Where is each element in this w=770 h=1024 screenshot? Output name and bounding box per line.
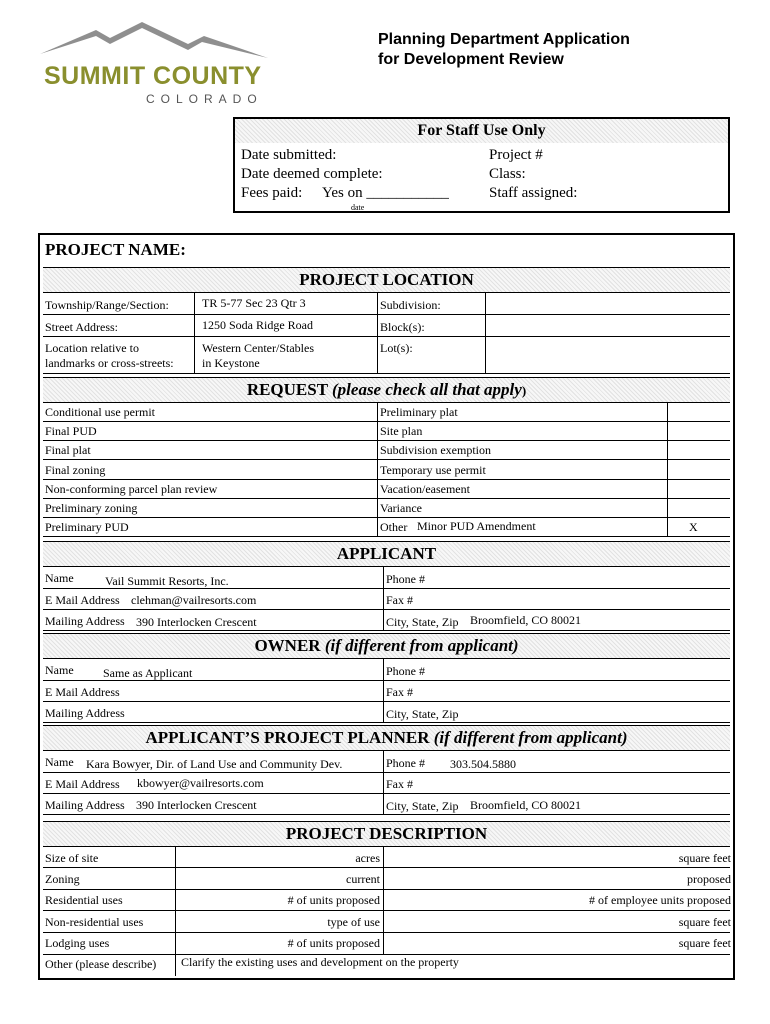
location-label-1: Location relative to: [45, 341, 139, 355]
owner-name-label: Name: [45, 663, 74, 677]
request-option[interactable]: Variance: [380, 501, 422, 515]
subdivision-label: Subdivision:: [380, 298, 441, 312]
logo-sub: COLORADO: [146, 92, 263, 106]
yes-on-field[interactable]: Yes on ___________: [322, 185, 449, 201]
owner-email-label: E Mail Address: [45, 685, 120, 699]
planner-phone-value[interactable]: 303.504.5880: [450, 757, 516, 771]
description-row-mid[interactable]: # of units proposed: [287, 936, 380, 950]
description-row-label: Other (please describe): [45, 957, 157, 971]
owner-mail-label: Mailing Address: [45, 706, 125, 720]
owner-fax-label: Fax #: [386, 685, 413, 699]
request-option[interactable]: Preliminary plat: [380, 405, 458, 419]
street-label: Street Address:: [45, 320, 118, 334]
owner-phone-label: Phone #: [386, 664, 425, 678]
applicant-name-value[interactable]: Vail Summit Resorts, Inc.: [105, 574, 229, 588]
description-row-mid[interactable]: type of use: [327, 915, 380, 929]
description-row-right[interactable]: square feet: [678, 851, 731, 865]
description-row-right[interactable]: square feet: [678, 936, 731, 950]
project-description-heading: PROJECT DESCRIPTION: [43, 821, 730, 847]
description-row-label: Non-residential uses: [45, 915, 144, 929]
planner-city-value[interactable]: Broomfield, CO 80021: [470, 798, 581, 812]
applicant-email-label: E Mail Address: [45, 593, 120, 607]
street-value[interactable]: 1250 Soda Ridge Road: [202, 318, 313, 332]
request-option-other[interactable]: Other: [380, 520, 408, 534]
applicant-fax-label: Fax #: [386, 593, 413, 607]
application-form: [38, 233, 735, 980]
applicant-city-value[interactable]: Broomfield, CO 80021: [470, 613, 581, 627]
planner-city-label: City, State, Zip: [386, 799, 459, 813]
project-location-heading: PROJECT LOCATION: [43, 267, 730, 293]
description-row-mid[interactable]: acres: [355, 851, 380, 865]
staff-heading: For Staff Use Only: [235, 119, 728, 143]
request-option[interactable]: Site plan: [380, 424, 423, 438]
description-row-label: Size of site: [45, 851, 99, 865]
date-complete-label: Date deemed complete:: [241, 166, 383, 182]
applicant-heading: APPLICANT: [43, 541, 730, 567]
request-option[interactable]: Temporary use permit: [380, 463, 486, 477]
lots-label: Lot(s):: [380, 341, 413, 355]
request-option[interactable]: Preliminary zoning: [45, 501, 138, 515]
planner-heading: APPLICANT’S PROJECT PLANNER (if different from applicant): [43, 725, 730, 751]
applicant-city-label: City, State, Zip: [386, 615, 459, 629]
description-row-mid[interactable]: Clarify the existing uses and development on the property: [181, 955, 459, 969]
township-value[interactable]: TR 5-77 Sec 23 Qtr 3: [202, 296, 306, 310]
location-value-1[interactable]: Western Center/Stables: [202, 341, 315, 355]
owner-city-label: City, State, Zip: [386, 707, 459, 721]
description-row-right[interactable]: proposed: [687, 872, 731, 886]
date-note: date: [351, 203, 365, 212]
mountain-logo-icon: [38, 18, 270, 62]
blocks-label: Block(s):: [380, 320, 425, 334]
request-option[interactable]: Final plat: [45, 443, 91, 457]
request-option[interactable]: Vacation/easement: [380, 482, 470, 496]
applicant-phone-label: Phone #: [386, 572, 425, 586]
description-row-mid[interactable]: # of units proposed: [287, 893, 380, 907]
planner-email-label: E Mail Address: [45, 777, 120, 791]
request-option[interactable]: Conditional use permit: [45, 405, 155, 419]
planner-phone-label: Phone #: [386, 756, 425, 770]
applicant-mail-label: Mailing Address: [45, 614, 125, 628]
project-number-label: Project #: [489, 147, 543, 163]
description-row-label: Lodging uses: [45, 936, 110, 950]
location-label-2: landmarks or cross-streets:: [45, 356, 174, 370]
description-row-label: Residential uses: [45, 893, 123, 907]
staff-use-box: [233, 117, 730, 213]
request-heading: REQUEST (please check all that apply): [43, 377, 730, 403]
planner-fax-label: Fax #: [386, 777, 413, 791]
request-option[interactable]: Non-conforming parcel plan review: [45, 482, 218, 496]
description-row-mid[interactable]: current: [346, 872, 380, 886]
planner-mail-label: Mailing Address: [45, 798, 125, 812]
request-option[interactable]: Final zoning: [45, 463, 106, 477]
request-option[interactable]: Preliminary PUD: [45, 520, 129, 534]
logo-name: SUMMIT COUNTY: [44, 62, 262, 90]
location-value-2[interactable]: in Keystone: [202, 356, 260, 370]
other-checkmark[interactable]: X: [689, 520, 698, 534]
request-option[interactable]: Subdivision exemption: [380, 443, 491, 457]
description-row-right[interactable]: square feet: [678, 915, 731, 929]
applicant-mail-value[interactable]: 390 Interlocken Crescent: [136, 615, 257, 629]
staff-assigned-label: Staff assigned:: [489, 185, 578, 201]
project-name-label: PROJECT NAME:: [45, 240, 186, 259]
planner-email-value[interactable]: kbowyer@vailresorts.com: [137, 776, 264, 790]
description-row-right[interactable]: # of employee units proposed: [589, 893, 731, 907]
township-label: Township/Range/Section:: [45, 298, 169, 312]
planner-mail-value[interactable]: 390 Interlocken Crescent: [136, 798, 257, 812]
planner-name-value[interactable]: Kara Bowyer, Dir. of Land Use and Community Dev.: [86, 757, 343, 771]
page-title: Planning Department Application for Development Review: [378, 31, 630, 68]
request-option[interactable]: Final PUD: [45, 424, 97, 438]
owner-heading: OWNER (if different from applicant): [43, 633, 730, 659]
fees-paid-label: Fees paid:: [241, 185, 303, 201]
class-label: Class:: [489, 166, 526, 182]
description-row-label: Zoning: [45, 872, 80, 886]
owner-name-value[interactable]: Same as Applicant: [103, 666, 193, 680]
other-value[interactable]: Minor PUD Amendment: [417, 519, 536, 533]
applicant-email-value[interactable]: clehman@vailresorts.com: [131, 593, 257, 607]
date-submitted-label: Date submitted:: [241, 147, 337, 163]
planner-name-label: Name: [45, 755, 74, 769]
applicant-name-label: Name: [45, 571, 74, 585]
